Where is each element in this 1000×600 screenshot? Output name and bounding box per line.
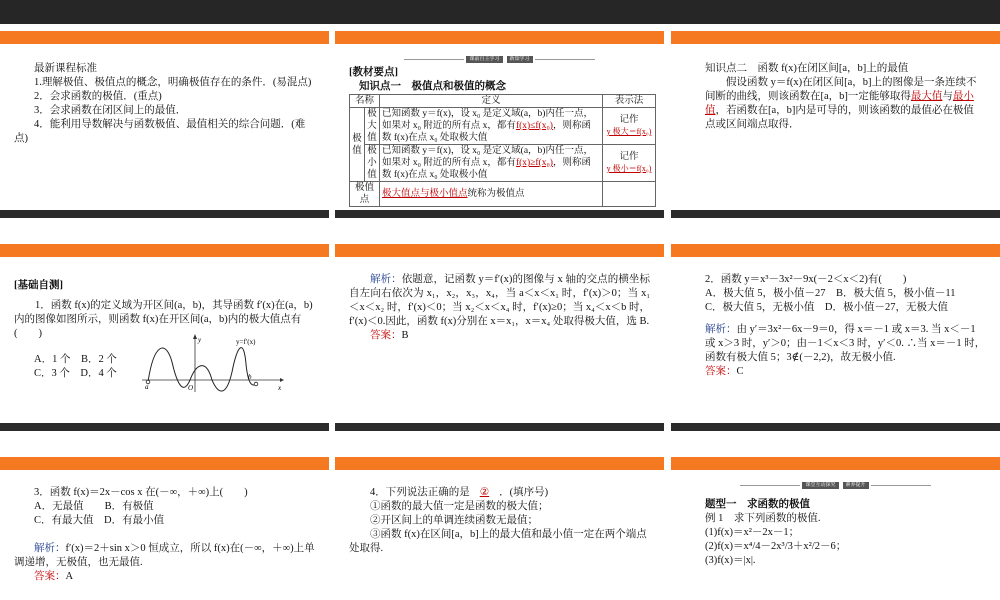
table-cell: 已知函数 y＝f(x)，设 x₀ 是定义域(a，b)内任一点，如果对 x₀ 附近的所有点 x，都有f(x)≤f(x₀)，则称函数 f(x)在点 x₀ 处取极大值 [380, 108, 603, 145]
slide-header-band [335, 457, 664, 470]
y-axis-arrow [193, 334, 197, 339]
fill-blank: 极大值点与极小值点 [382, 189, 468, 199]
table-header: 定义 [380, 95, 603, 108]
section-heading: [教材要点] [349, 67, 398, 78]
slide-basic-test-q3 [0, 450, 329, 600]
answer-line: 答案：C [705, 366, 744, 377]
solution-label: 解析： [370, 274, 402, 285]
option-line: C．3 个 D．4 个 [34, 368, 117, 379]
list-item: 2．会求函数的极值．(重点) [34, 91, 162, 102]
top-bar [0, 0, 1000, 24]
answer-line: 答案：B [370, 330, 409, 341]
curve-label: y=f′(x) [236, 338, 256, 346]
table-cell: 已知函数 y＝f(x)，设 x₀ 是定义域(a，b)内任一点，如果对 x₀ 附近的所有点 x，都有f(x)≥f(x₀)，则称函数 f(x)在点 x₀ 处取极小值 [380, 145, 603, 182]
question: 2．函数 y＝x³－3x²－9x(－2＜x＜2)有( ) [705, 274, 907, 285]
exercise-item: (2)f(x)＝x⁴/4－2x³/3＋x²/2－6； [705, 541, 847, 552]
section-heading: [基础自测] [14, 280, 63, 291]
slide-header-band [0, 31, 329, 44]
fill-blank: y 极小＝f(x₀) [606, 164, 652, 173]
question: 4．下列说法正确的是 ② ．(填序号) [370, 487, 549, 498]
slide-extremum-definition [335, 24, 664, 218]
solution-text: 解析：由 y′＝3x²－6x－9＝0，得 x＝－1 或 x＝3. 当 x＜－1 或 x＞3 时，y′＞0；由－1＜x＜3 时，y′＜0. ∴当 x＝－1 时，函数有极大值 5；3∉(－2,2)，故无极小值. [705, 324, 986, 363]
fill-blank: 最小值 [705, 91, 974, 116]
table-header: 表示法 [603, 95, 656, 108]
table-header: 名称 [350, 95, 380, 108]
x-axis-arrow [280, 378, 284, 382]
option-line: A．极大值 5，极小值－27 B．极大值 5，极小值－11 [705, 288, 956, 299]
definition-table [349, 94, 656, 207]
slide-course-standards [0, 24, 329, 218]
statement-item: ③函数 f(x)在区间[a，b]上的最大值和最小值一定在两个端点处取得. [349, 529, 647, 554]
table-cell: 记作 y 极小＝f(x₀) [603, 145, 656, 182]
slide-header-band [335, 244, 664, 257]
option-line: A．无最值 B．有极值 [34, 501, 154, 512]
derivative-graph [140, 332, 285, 394]
section-subheading: 知识点一 极值点和极值的概念 [359, 81, 506, 92]
y-axis-label: y [198, 336, 202, 344]
solution-text: 解析：f′(x)＝2＋sin x＞0 恒成立，所以 f(x)在(－∞，＋∞)上单调递增，无极值，也无最值. [14, 543, 315, 568]
exercise-item: (3)f(x)＝|x|. [705, 555, 756, 566]
slide-basic-test-q1 [0, 237, 329, 431]
slide-basic-test-q2 [671, 237, 1000, 431]
slide-header-band [335, 31, 664, 44]
table-cell: 极小值 [365, 145, 380, 182]
list-item: 4．能利用导数解决与函数极值、最值相关的综合问题．(难点) [14, 119, 306, 144]
table-cell: 极值点 [350, 182, 380, 207]
fill-blank: f(x)≥f(x₀) [515, 158, 553, 168]
list-item: 3．会求函数在闭区间上的最值． [34, 105, 187, 116]
statement-item: ①函数的最大值一定是函数的极大值； [370, 501, 549, 512]
curve [148, 348, 256, 391]
endpoint-b [254, 382, 258, 386]
option-line: C．有最大值 D．有最小值 [34, 515, 165, 526]
slide-header-band [671, 244, 1000, 257]
section-ribbon: 课堂互动探究 素养提升 [671, 476, 1000, 494]
table-cell: 极大值 [365, 108, 380, 145]
slide-basic-test-q4 [335, 450, 664, 600]
slide-title: 最新课程标准 [34, 63, 97, 74]
option-line: C．极大值 5，无极小值 D．极小值－27，无极大值 [705, 302, 948, 313]
paragraph: 假设函数 y＝f(x)在闭区间[a，b]上的图像是一条连续不间断的曲线，则该函数在[a，b]一定能够取得最大值与最小值，若函数在[a，b]内是可导的，则该函数的最值必在极值点或区间端点取得． [705, 77, 977, 130]
statement-item: ②开区间上的单调连续函数无最值； [370, 515, 538, 526]
slide-header-band [671, 31, 1000, 44]
table-cell: 记作 y 极大＝f(x₀) [603, 108, 656, 145]
option-line: A．1 个 B．2 个 [34, 354, 117, 365]
slide-header-band [0, 244, 329, 257]
x-axis-label: x [278, 384, 282, 392]
point-b-label: b [248, 373, 252, 381]
example-title: 例 1 求下列函数的极值. [705, 513, 821, 524]
origin-label: O [188, 384, 194, 392]
solution-text: 解析：依题意，记函数 y＝f′(x)的图像与 x 轴的交点的横坐标自左向右依次为 x₁，x₂，x₃，x₄，当 a＜x＜x₁ 时，f′(x)＞0；当 x₁＜x＜x₂ 时，f′(x)＜0；当 x₂＜x＜x₄ 时，f′(x)≥0；当 x₄＜x＜b 时，f′(x)＜0.因此，函数 f(x)分别在 x＝x₁，x＝x₄ 处取得极大值，选 B. [349, 274, 650, 327]
section-heading: 题型一 求函数的极值 [705, 499, 810, 510]
fill-blank: f(x)≤f(x₀) [515, 121, 553, 131]
table-cell: 极大值点与极小值点统称为极值点 [380, 182, 603, 207]
answer-line: 答案：A [34, 571, 74, 582]
slide-closed-interval-extrema [671, 24, 1000, 218]
slide-header-band [671, 457, 1000, 470]
question: 3．函数 f(x)＝2x－cos x 在(－∞，＋∞)上( ) [34, 487, 248, 498]
slide-q1-solution [335, 237, 664, 431]
fill-blank: 最大值 [910, 91, 943, 102]
exercise-item: (1)f(x)＝x²－2x－1； [705, 527, 800, 538]
table-cell: 极值 [350, 108, 365, 182]
slide-example-1 [671, 450, 1000, 600]
question: 1．函数 f(x)的定义域为开区间(a，b)，其导函数 f′(x)在(a，b)内的图像如图所示，则函数 f(x)在开区间(a，b)内的极大值点有( ) [14, 300, 313, 339]
slide-title: 知识点二 函数 f(x)在闭区间[a，b]上的最值 [705, 63, 909, 74]
fill-blank: ② [479, 487, 490, 498]
list-item: 1.理解极值、极值点的概念，明确极值存在的条件．(易混点) [34, 77, 312, 88]
fill-blank: y 极大＝f(x₀) [606, 127, 652, 136]
point-a-label: a [145, 383, 149, 391]
slide-header-band [0, 457, 329, 470]
section-ribbon: 课前自主学习 新知学习 [335, 50, 664, 68]
